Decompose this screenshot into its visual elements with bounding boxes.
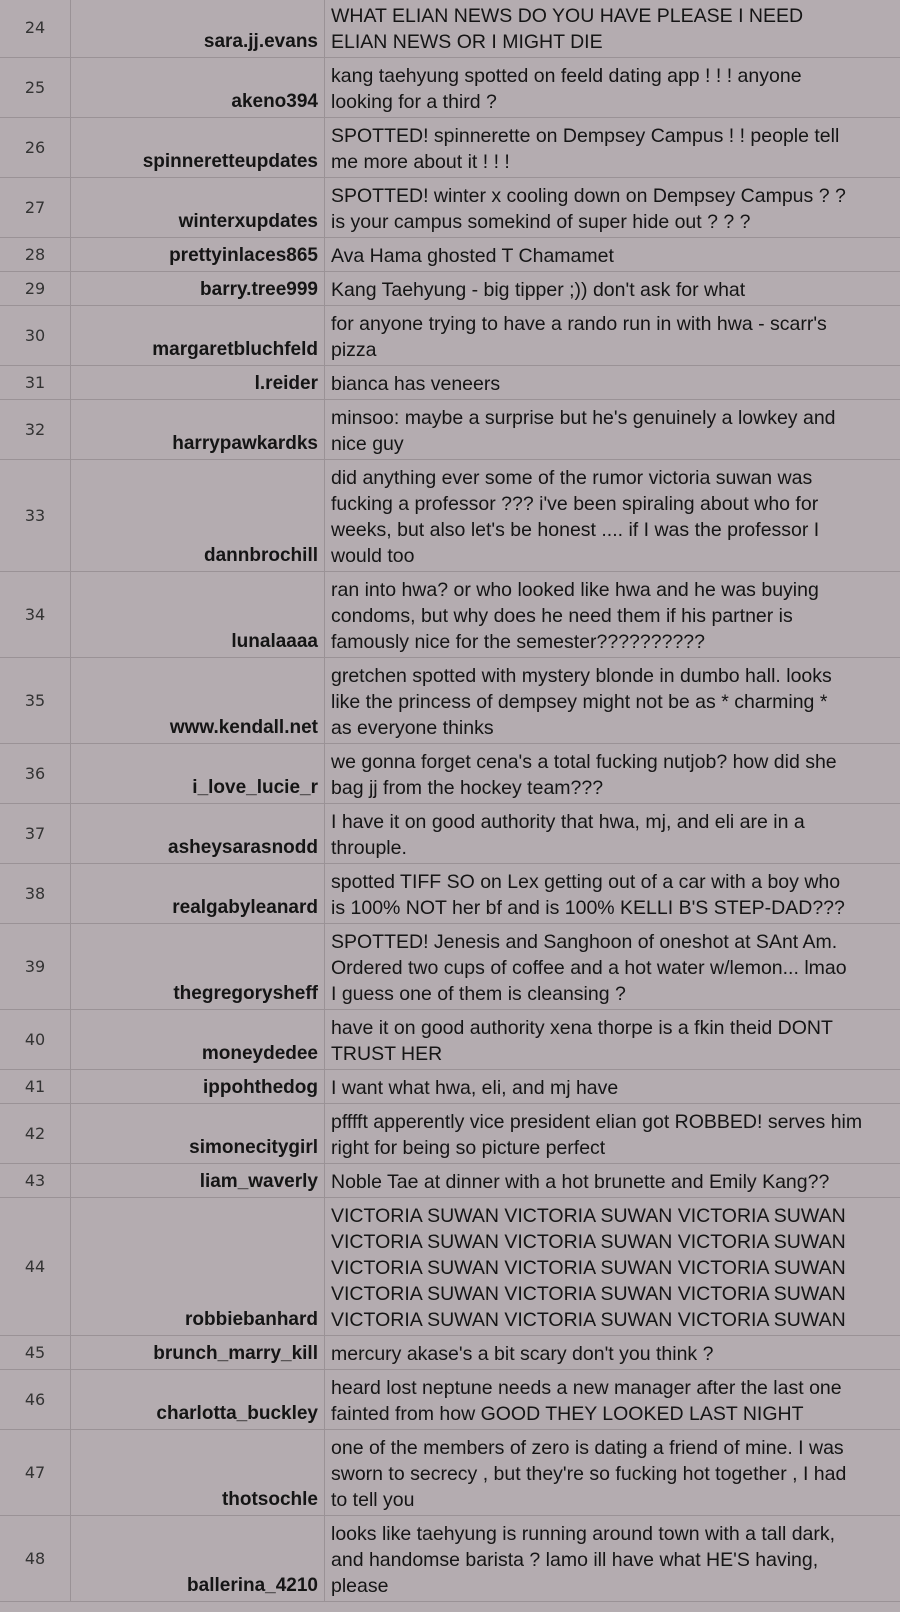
message-text: gretchen spotted with mystery blonde in dumbo hall. looks like the princess of dempsey might not be as * charming * as everyone thinks — [331, 665, 832, 739]
table-row[interactable] — [0, 306, 900, 366]
table-row[interactable] — [0, 1164, 900, 1198]
table-row[interactable] — [0, 58, 900, 118]
table-row[interactable] — [0, 1010, 900, 1070]
table-row[interactable] — [0, 864, 900, 924]
message-text: for anyone trying to have a rando run in with hwa - scarr's pizza — [331, 313, 827, 361]
message-cell[interactable] — [325, 572, 900, 657]
row-number[interactable]: 33 — [0, 460, 71, 571]
table-row[interactable] — [0, 238, 900, 272]
table-row[interactable] — [0, 804, 900, 864]
table-row[interactable] — [0, 118, 900, 178]
row-number[interactable]: 31 — [0, 366, 71, 399]
username-cell[interactable]: realgabyleanard — [71, 864, 325, 923]
username-cell[interactable]: ippohthedog — [71, 1070, 325, 1103]
message-text: VICTORIA SUWAN VICTORIA SUWAN VICTORIA SUWAN VICTORIA SUWAN VICTORIA SUWAN VICTORIA SUWAN VICTORIA SUWAN VICTORIA SUWAN VICTORIA SUWAN VICTORIA SUWAN VICTORIA SUWAN VICTORIA SUWAN VICTORIA SUWAN VICTORIA SUWAN VICTORIA SUWAN — [331, 1205, 846, 1331]
table-row[interactable] — [0, 1516, 900, 1602]
message-text: I want what hwa, eli, and mj have — [331, 1077, 619, 1099]
username-cell[interactable]: prettyinlaces865 — [71, 238, 325, 271]
message-cell[interactable] — [325, 58, 900, 117]
row-number[interactable]: 46 — [0, 1370, 71, 1429]
row-number[interactable]: 30 — [0, 306, 71, 365]
message-cell[interactable] — [325, 1198, 900, 1335]
row-number[interactable]: 48 — [0, 1516, 71, 1601]
message-text: minsoo: maybe a surprise but he's genuinely a lowkey and nice guy — [331, 407, 836, 455]
username-cell[interactable]: charlotta_buckley — [71, 1370, 325, 1429]
username-cell[interactable]: simonecitygirl — [71, 1104, 325, 1163]
message-text: kang taehyung spotted on feeld dating app ! ! ! anyone looking for a third ? — [331, 65, 802, 113]
row-number[interactable]: 26 — [0, 118, 71, 177]
message-cell[interactable] — [325, 1164, 900, 1197]
message-text: Noble Tae at dinner with a hot brunette and Emily Kang?? — [331, 1171, 830, 1193]
username-cell[interactable]: thegregorysheff — [71, 924, 325, 1009]
username-cell[interactable]: barry.tree999 — [71, 272, 325, 305]
message-cell[interactable] — [325, 400, 900, 459]
table-row[interactable] — [0, 1430, 900, 1516]
row-number[interactable]: 42 — [0, 1104, 71, 1163]
row-number[interactable]: 44 — [0, 1198, 71, 1335]
message-cell[interactable] — [325, 238, 900, 271]
username-cell[interactable]: moneydedee — [71, 1010, 325, 1069]
username-cell[interactable]: ballerina_4210 — [71, 1516, 325, 1601]
table-row[interactable] — [0, 460, 900, 572]
message-text: SPOTTED! Jenesis and Sanghoon of oneshot at SAnt Am. Ordered two cups of coffee and a hot water w/lemon... lmao I guess one of them is cleansing ? — [331, 931, 847, 1005]
message-cell[interactable] — [325, 864, 900, 923]
message-text: SPOTTED! spinnerette on Dempsey Campus ! ! people tell me more about it ! ! ! — [331, 125, 840, 173]
table-row[interactable] — [0, 1070, 900, 1104]
message-cell[interactable] — [325, 804, 900, 863]
message-text: did anything ever some of the rumor victoria suwan was fucking a professor ??? i've been spiraling about who for weeks, but also let's be honest .... if I was the professor I would too — [331, 467, 820, 567]
row-number[interactable]: 35 — [0, 658, 71, 743]
message-text: Kang Taehyung - big tipper ;)) don't ask for what — [331, 279, 746, 301]
table-row[interactable] — [0, 658, 900, 744]
message-text: we gonna forget cena's a total fucking nutjob? how did she bag jj from the hockey team??? — [331, 751, 837, 799]
message-cell[interactable] — [325, 744, 900, 803]
message-cell[interactable] — [325, 460, 900, 571]
row-number[interactable]: 40 — [0, 1010, 71, 1069]
username-cell[interactable]: thotsochle — [71, 1430, 325, 1515]
username-cell[interactable]: i_love_lucie_r — [71, 744, 325, 803]
message-cell[interactable] — [325, 1104, 900, 1163]
row-number[interactable]: 32 — [0, 400, 71, 459]
message-cell[interactable] — [325, 118, 900, 177]
message-text: mercury akase's a bit scary don't you think ? — [331, 1343, 714, 1365]
username-cell[interactable]: dannbrochill — [71, 460, 325, 571]
message-text: bianca has veneers — [331, 373, 501, 395]
username-cell[interactable]: liam_waverly — [71, 1164, 325, 1197]
username-cell[interactable]: sara.jj.evans — [71, 0, 325, 57]
row-number[interactable]: 36 — [0, 744, 71, 803]
message-text: I have it on good authority that hwa, mj, and eli are in a throuple. — [331, 811, 805, 859]
message-cell[interactable] — [325, 1010, 900, 1069]
message-cell[interactable] — [325, 272, 900, 305]
username-cell[interactable]: asheysarasnodd — [71, 804, 325, 863]
username-cell[interactable]: akeno394 — [71, 58, 325, 117]
row-number[interactable]: 43 — [0, 1164, 71, 1197]
message-cell[interactable] — [325, 0, 900, 57]
table-row[interactable] — [0, 400, 900, 460]
message-text: Ava Hama ghosted T Chamamet — [331, 245, 614, 267]
message-text: one of the members of zero is dating a friend of mine. I was sworn to secrecy , but they're so fucking hot together , I had to tell you — [331, 1437, 847, 1511]
table-row[interactable] — [0, 178, 900, 238]
message-cell[interactable] — [325, 1070, 900, 1103]
message-text: WHAT ELIAN NEWS DO YOU HAVE PLEASE I NEED ELIAN NEWS OR I MIGHT DIE — [331, 5, 804, 53]
table-row[interactable] — [0, 1370, 900, 1430]
message-cell[interactable] — [325, 658, 900, 743]
row-number[interactable]: 41 — [0, 1070, 71, 1103]
username-cell[interactable]: margaretbluchfeld — [71, 306, 325, 365]
row-number[interactable]: 45 — [0, 1336, 71, 1369]
message-cell[interactable] — [325, 306, 900, 365]
message-text: SPOTTED! winter x cooling down on Dempsey Campus ? ? is your campus somekind of super hide out ? ? ? — [331, 185, 846, 233]
table-row[interactable] — [0, 1198, 900, 1336]
message-cell[interactable] — [325, 924, 900, 1009]
message-cell[interactable] — [325, 1430, 900, 1515]
table-row[interactable] — [0, 924, 900, 1010]
row-number[interactable]: 27 — [0, 178, 71, 237]
message-cell[interactable] — [325, 366, 900, 399]
username-cell[interactable]: winterxupdates — [71, 178, 325, 237]
table-row[interactable] — [0, 1336, 900, 1370]
message-text: spotted TIFF SO on Lex getting out of a car with a boy who is 100% NOT her bf and is 100% KELLI B'S STEP-DAD??? — [331, 871, 845, 919]
table-row[interactable] — [0, 1104, 900, 1164]
row-number[interactable]: 25 — [0, 58, 71, 117]
table-row[interactable] — [0, 744, 900, 804]
username-cell[interactable]: l.reider — [71, 366, 325, 399]
row-number[interactable]: 37 — [0, 804, 71, 863]
row-number[interactable]: 47 — [0, 1430, 71, 1515]
message-cell[interactable] — [325, 1516, 900, 1601]
table-row[interactable] — [0, 0, 900, 58]
row-number[interactable]: 34 — [0, 572, 71, 657]
message-text: ran into hwa? or who looked like hwa and he was buying condoms, but why does he need them if his partner is famously nice for the semester?????????? — [331, 579, 819, 653]
row-number[interactable]: 28 — [0, 238, 71, 271]
row-number[interactable]: 38 — [0, 864, 71, 923]
username-cell[interactable]: www.kendall.net — [71, 658, 325, 743]
table-row[interactable] — [0, 572, 900, 658]
username-cell[interactable]: robbiebanhard — [71, 1198, 325, 1335]
row-number[interactable]: 24 — [0, 0, 71, 57]
message-cell[interactable] — [325, 1370, 900, 1429]
username-cell[interactable]: spinneretteupdates — [71, 118, 325, 177]
table-row[interactable] — [0, 366, 900, 400]
message-text: heard lost neptune needs a new manager after the last one fainted from how GOOD THEY LOOKED LAST NIGHT — [331, 1377, 842, 1425]
username-cell[interactable]: lunalaaaa — [71, 572, 325, 657]
table-row[interactable] — [0, 272, 900, 306]
message-text: looks like taehyung is running around town with a tall dark, and handomse barista ? lamo ill have what HE'S having, please — [331, 1523, 836, 1597]
row-number[interactable]: 29 — [0, 272, 71, 305]
message-text: pfffft apperently vice president elian got ROBBED! serves him right for being so picture perfect — [331, 1111, 863, 1159]
username-cell[interactable]: brunch_marry_kill — [71, 1336, 325, 1369]
row-number[interactable]: 39 — [0, 924, 71, 1009]
message-cell[interactable] — [325, 178, 900, 237]
message-cell[interactable] — [325, 1336, 900, 1369]
username-cell[interactable]: harrypawkardks — [71, 400, 325, 459]
message-text: have it on good authority xena thorpe is a fkin theid DONT TRUST HER — [331, 1017, 833, 1065]
